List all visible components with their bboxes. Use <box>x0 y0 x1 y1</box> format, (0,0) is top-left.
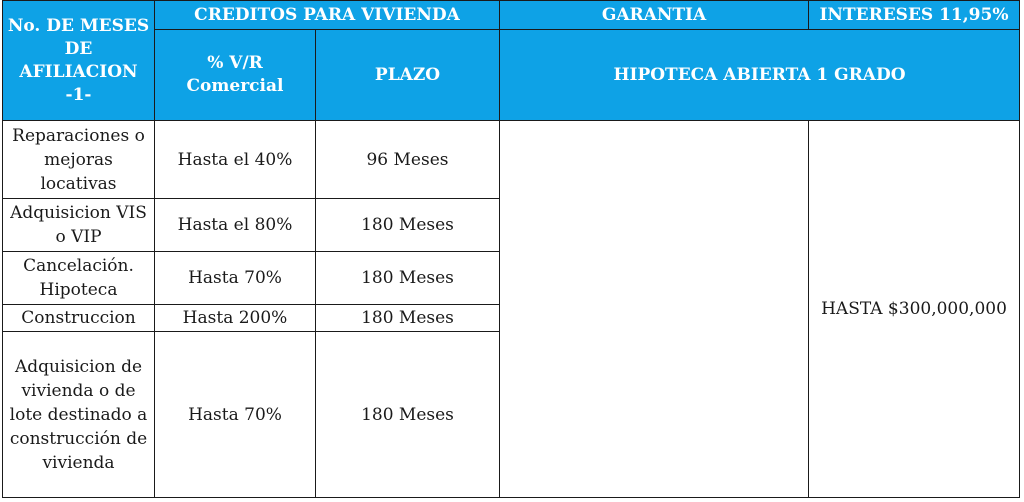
header-term: PLAZO <box>316 30 500 121</box>
header-credits: CREDITOS PARA VIVIENDA <box>155 1 500 30</box>
row-term: 180 Meses <box>316 199 500 252</box>
row-credit-type: Adquisicion VIS o VIP <box>3 199 155 252</box>
row-credit-type: Reparaciones o mejoras locativas <box>3 121 155 199</box>
row-term: 180 Meses <box>316 332 500 498</box>
header-percent-vr: % V/R Comercial <box>155 30 316 121</box>
row-percent: Hasta 70% <box>155 252 316 305</box>
row-term: 180 Meses <box>316 252 500 305</box>
header-guarantee: GARANTIA <box>500 1 809 30</box>
row-credit-type: Cancelación. Hipoteca <box>3 252 155 305</box>
header-mortgage: HIPOTECA ABIERTA 1 GRADO <box>500 30 1020 121</box>
header-interest: INTERESES 11,95% <box>809 1 1020 30</box>
row-percent: Hasta el 80% <box>155 199 316 252</box>
table-row <box>3 121 1020 199</box>
row-percent: Hasta el 40% <box>155 121 316 199</box>
max-amount-cell: HASTA $300,000,000 <box>809 121 1020 498</box>
row-percent: Hasta 200% <box>155 305 316 332</box>
header-row-1 <box>3 1 1020 30</box>
row-credit-type: Adquisicion de vivienda o de lote destinado a construcción de vivienda <box>3 332 155 498</box>
header-row-2 <box>3 30 1020 121</box>
guarantee-empty-cell <box>500 121 809 498</box>
housing-credit-table <box>2 0 1020 498</box>
header-months-affiliation: No. DE MESES DE AFILIACION -1- <box>3 1 155 121</box>
row-term: 180 Meses <box>316 305 500 332</box>
row-credit-type: Construccion <box>3 305 155 332</box>
row-term: 96 Meses <box>316 121 500 199</box>
row-percent: Hasta 70% <box>155 332 316 498</box>
